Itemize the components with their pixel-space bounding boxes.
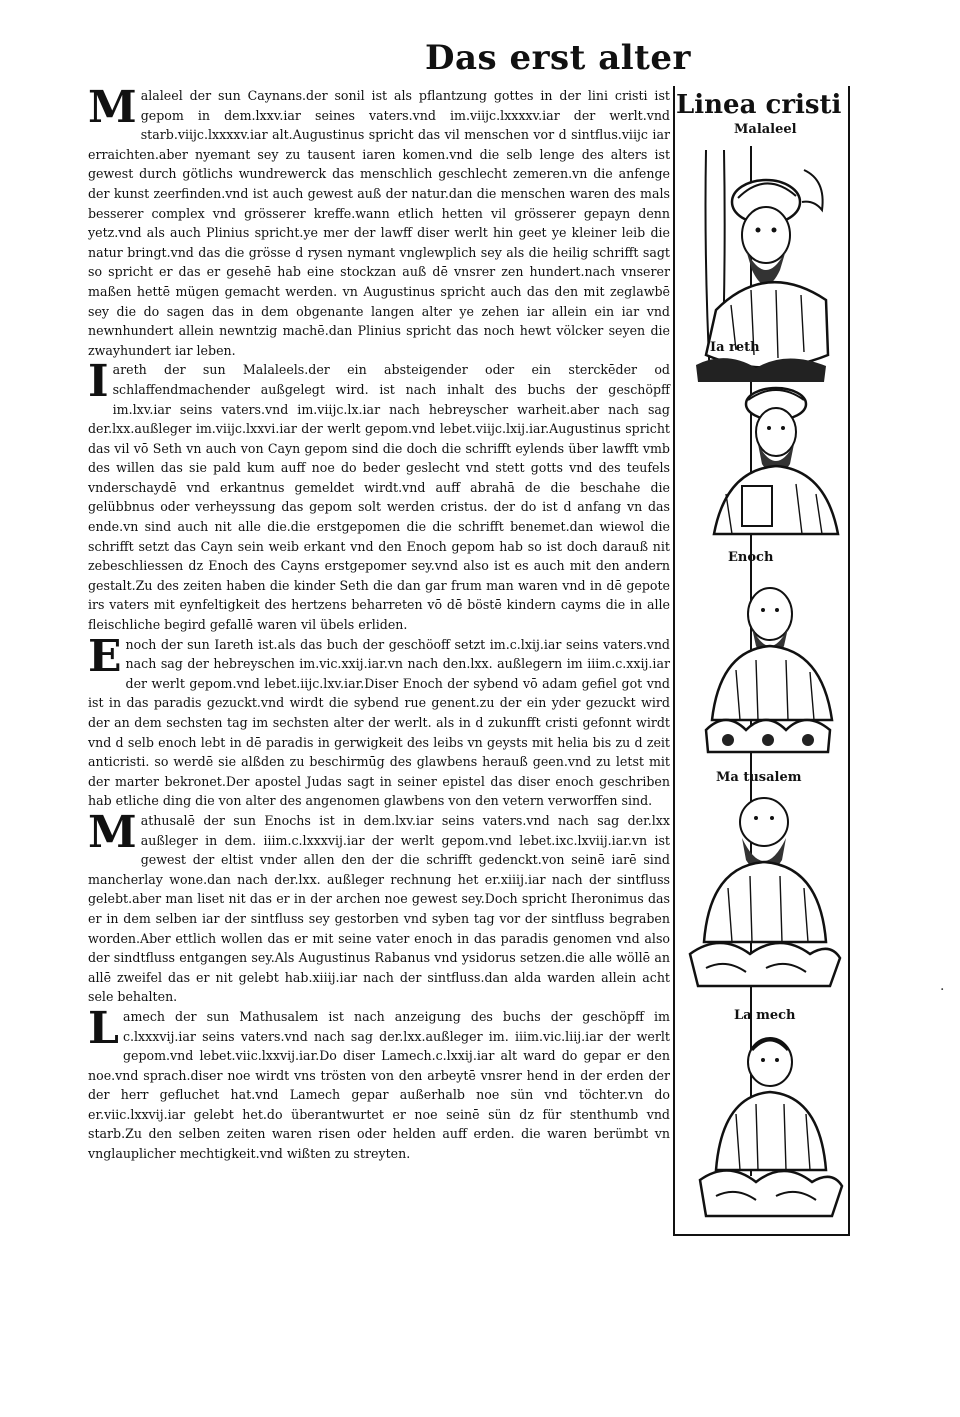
portrait-label-iareth: Ia reth — [710, 340, 760, 355]
paragraph-iareth — [88, 356, 670, 634]
running-head: Das erst alter — [425, 38, 691, 78]
paragraph-lamech — [88, 1002, 670, 1164]
margin-speck: · — [940, 982, 945, 998]
sidebar-title: Linea cristi — [676, 90, 842, 120]
patriarch-portrait-icon — [680, 792, 846, 992]
paragraph-text: areth der sun Malaleels.der ein absteigender oder ein sterckēder od schlaffendmachender außgelegt wird. ist nach inhalt des buchs der geschöpff im.lxv.iar seins vaters.vnd im.viijc.lx.iar nach hebreyscher warheit.aber nach sag der.lxx.außleger im.viijc.lxxvi.iar der werlt gepom.vnd lebet.viijc.lxij.iar.Augustinus spricht das vil vō Seth vn auch von Cayn gepom sind die doch die schrifft eylends über lawfft vmb des willen das sie pald kum auff noe do beder geslecht vnd stett gotts vnd des teufels vnderschaydē vnd erkantnus gemeldet wirdt.vnd auff abrahā de die beschahe die gelübbnus oder verheyssung das gepom solt werden cristus. der do ist d anfang vn das ende.vn sind auch nit alle die.die erstgepomen die die schrifft benemet.dan wiewol die schrifft setzt das Cayn sein weib erkant vnd den Enoch gepom hab so ist doch darauß nit zebeschliessen dz Enoch des Cayns erstgepomer sey.vnd also ist es auch mit den andern gestalt.Zu des zeiten haben die kinder Seth die dan gar frum man waren vnd in dē gepote irs vaters mit eynfeltigkeit des hertzens beharreten vō dē böstē kindern cayms die in alle fleischliche begird gefallē waren vil übels erliden. — [88, 362, 670, 633]
portrait-label-matusalem: Ma tusalem — [716, 770, 802, 785]
paragraph-text: amech der sun Mathusalem ist nach anzeigung des buchs der geschöpff im c.lxxxvij.iar seins vaters.vnd nach sag der.lxx.außleger im. iiim.vic.liij.iar der werlt gepom.vnd lebet.viic.lxxvij.iar.Do diser Lamech.c.lxxij.iar alt ward do gepar er den noe.vnd sprach.diser noe wirdt vns trösten von den arbeytē vnsrer hend in der erden der der herr gefluchet hat.vnd Lamech gepar außerhalb noe sün vnd töchter.vn do er.viic.lxxvij.iar gelebt het.do überantwurtet er noe seinē sün dz für stenthumb vnd starb.Zu den selben zeiten waren risen oder helden auff erden. die waren berümbt vn vnglauplicher mechtigkeit.vnd wißten zu streyten. — [88, 1008, 670, 1162]
paragraph-text: noch der sun Iareth ist.als das buch der geschöoff setzt im.c.lxij.iar seins vaters.vnd nach sag der hebreyschen im.vic.xxij.iar.vn nach den.lxx. außlegern im iiim.c.xxij.iar der werlt gepom.vnd lebet.iijc.lxv.iar.Diser Enoch der sybend vō adam gefiel got vnd ist in das paradis gezuckt.vnd wirdt die sybend rue genent.zu der ein yder gezuckt wird der an dem sechsten tag im sechsten alter der werlt. als in d zukunfft cristi gefonnt wirdt vnd d selb enoch lebt in dē paradis in gerwigkeit des leibs vn geysts mit helia bis zu d zeit anticristi. so werdē sie alßden zu beschirmūg des glawbens herauß geen.vnd zu letst mit der marter bekronet.Der apostel Judas sagt in seiner epistel das diser enoch geschriben hab etliche ding die von alter des angenomen glawbens von den vetern verworffen sind. — [88, 636, 670, 809]
portrait-label-malaleel: Malaleel — [734, 122, 797, 137]
paragraph-malaleel — [88, 82, 670, 360]
patriarch-portrait-icon — [686, 374, 846, 542]
drop-initial: E — [88, 630, 122, 682]
paragraph-text: alaleel der sun Caynans.der sonil ist als pflantzung gottes in der lini cristi ist gepom in dem.lxxv.iar seines vaters.vnd im.viijc.lxxxxv.iar der werlt.vnd starb.viijc.lxxxxv.iar alt.Augustinus spricht das vil menschen vor d sintflus.viijc iar erraichten.aber nyemant sey zu tausent iaren komen.vnd die selb lenge des alters ist gewest durch götlichs wundrewerck das menschlich geschlecht zemeren.vn die anfenge der kunst zeerfinden.vnd ist auch gewest auß der natur.dan die menschen waren des mals besserer complex vnd grösserer kreffe.wann etlich hetten vil grösserer gepayn denn yetz.vnd als auch Plinius spricht.ye mer der lawff diser werlt hin geet ye kleiner leib die natur bringt.vnd das die grösse d rysen nymant vnglewplich sey als die heilig schrifft sagt so spricht er das er gesehē hab eine stockzan auß dē vnsrer zen hundert.nach vnserer maßen hettē mügen gemacht werden. vn Augustinus spricht auch das den mit zeglawbē sey die do sagen das in dem obgenante langen alter ye zehen iar allein ein iar vnd newnhundert allein newntzig machē.dan Plinius spricht das noch hewt völcker seyen die zwayhundert iar leben. — [88, 88, 670, 358]
drop-initial: L — [88, 1002, 119, 1054]
drop-initial: M — [88, 82, 137, 133]
patriarch-portrait-icon — [676, 140, 846, 390]
patriarch-portrait-icon — [692, 1030, 846, 1220]
sidebar-bottom-rule — [673, 1234, 850, 1236]
portrait-label-enoch: Enoch — [728, 550, 774, 565]
sidebar-right-rule — [848, 86, 850, 1236]
paragraph-mathusalem — [88, 806, 670, 1007]
lineage-sidebar — [676, 86, 846, 1231]
drop-initial: I — [88, 356, 109, 408]
patriarch-portrait-icon — [686, 580, 846, 760]
paragraph-text: athusalē der sun Enochs ist in dem.lxv.iar seins vaters.vnd nach sag der.lxx außleger in dem. iiim.c.lxxxvij.iar der werlt gepom.vnd lebet.ixc.lxviij.iar.vn ist gewest der eltist vnder allen den der die schrifft gedenckt.von seinē iarē sind mancherlay wone.dan nach der.lxx. außleger rechnung het er.xiiij.iar nach der sintfluss gelebt.aber man liset nit das er in der archen noe gewest sey.Doch spricht Iheronimus das er in dem selben iar der sintfluss sey gestorben vnd syben tag vor der sintfluss begraben worden.Aber ettlich wollen das er mit seine vater enoch in das paradis genomen vnd also der sindtfluss entgangen sey.Als Augustinus Rabanus vnd ysidorus setzen.die alle wöllē an allē zweifel das er nit gelebt hab.xiiij.iar nach der sintfluss.dan alda warden allein acht sele behalten. — [88, 812, 670, 1005]
drop-initial: M — [88, 806, 137, 858]
portrait-label-lamech: La mech — [734, 1008, 796, 1023]
sidebar-left-rule — [673, 86, 675, 1236]
paragraph-enoch — [88, 630, 670, 811]
main-text-column — [88, 82, 670, 1164]
